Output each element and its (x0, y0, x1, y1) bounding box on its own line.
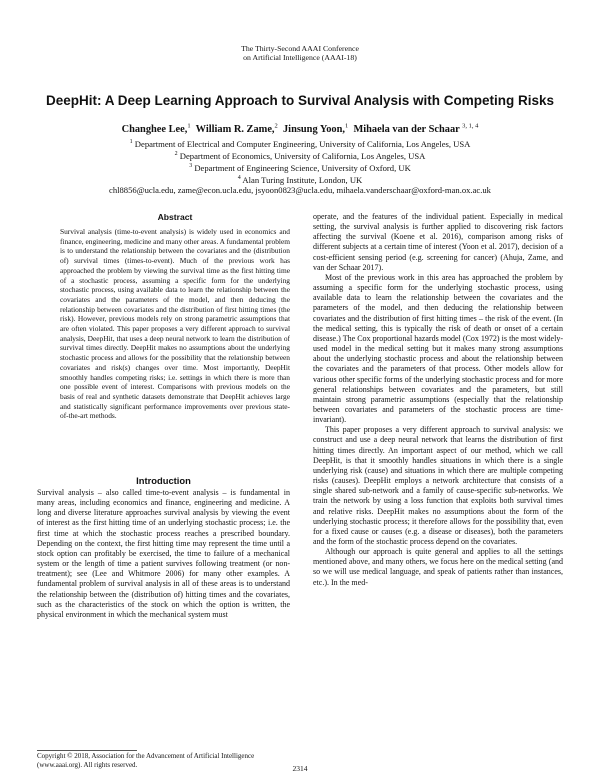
abstract (60, 212, 290, 421)
paragraph: This paper proposes a very different approach to survival analysis: we construct and use a deep neural network that learns the distribution of first hitting times directly. An important aspect of our method, which we call DeepHit, is that it smoothly handles situations in which there is a single underlying risk (cause) and situations in which there are multiple competing risks (causes). DeepHit employs a network architecture that consists of a single shared sub-network and a family of cause-specific sub-networks. We train the network by using a loss function that exploits both survival times and relative risks. DeepHit makes no assumptions about the form of the underlying stochastic process; it therefore allows for the possibility that, even for a fixed cause or causes (e.g. a disease or diseases), both the parameters and the form of the stochastic process depend on the covariates. (313, 425, 563, 546)
introduction-heading: Introduction (136, 475, 191, 486)
conference-header (0, 44, 600, 62)
author: Mihaela van der Schaar $^{3, 1, 4}$ (353, 123, 479, 136)
affiliations (0, 137, 600, 195)
paragraph: Survival analysis – also called time-to-event analysis – is fundamental in many areas, including economics and finance, engineering and medicine. A long and diverse literature approaches survival analysis by viewing the event of interest as the first hitting time of an underlying stochastic process; i.e. the first time at which the stochastic process reaches a prescribed boundary. Depending on the context, the first hitting time may represent the time until a stock option can profitably be exercised, the time to failure of a mechanical system or the length of time a patient survives following treatment (or non-treatment); see (Lee and Whitmore 2006) for many other examples. A fundamental problem of survival analysis in all of these areas is to understand the relationship between the (distribution of) hitting times and the covariates, such as the characteristics of the stock on which the option is written, the physical environment in which the mechanical system must (37, 488, 290, 619)
paragraph: operate, and the features of the individual patient. Especially in medical setting, the survival analysis is further applied to discovering risk factors affecting the survival (Koene et al. 2016), comparison among risks of different subjects at a certain time of interest (Yoon et al. 2017), decision of a cost-efficient sensing period (e.g. screening for cancer) (Ahuja, Zame, and van der Schaar 2017). (313, 212, 563, 272)
abstract-body: Survival analysis (time-to-event analysis) is widely used in economics and finance, engineering, medicine and many other areas. A fundamental problem is to understand the relationship between the covariates and the (distribution of) survival times (times-to-event). Much of the previous work has approached the problem by viewing the survival time as the first hitting time of a stochastic process, assuming a specific form for the underlying stochastic process, using available data to learn the relationship between the covariates and the parameters of the model, and then deducing the relationship between covariates and the distribution of first hitting times (the risk). However, previous models rely on strong parametric assumptions that are often violated. This paper proposes a very different approach to survival analysis, DeepHit, that uses a deep neural network to learn the distribution of survival times directly. DeepHit makes no assumptions about the underlying stochastic process and allows for the possibility that the relationship between covariates and risk(s) changes over time. Most importantly, DeepHit smoothly handles competing risks; i.e. settings in which there is more than one possible event of interest. Comparisons with previous models on the basis of real and synthetic datasets demonstrate that DeepHit achieves large and statistically significant performance improvements over previous state-of-the-art methods. (60, 227, 290, 421)
affiliation: $^4$ Alan Turing Institute, London, UK (237, 175, 363, 186)
footnote-divider (37, 750, 137, 751)
affiliation: $^1$ Department of Electrical and Computer Engineering, University of California, Los Angeles, USA (129, 138, 471, 149)
paragraph: Most of the previous work in this area has approached the problem by assuming a specific form for the underlying stochastic process, using available data to learn the relationship between the covariates and the parameters of the model, and then deducing the relationship between covariates and the distribution of first hitting times – the risk of the event. (In the medical setting, this is typically the risk of death or onset of a certain disease.) The Cox proportional hazards model (Cox 1972) is the most widely-used model in the medical setting but it makes many strong assumptions about the underlying stochastic process and about the relationship between the covariates and the parameters of that process. Other models allow for various other specific forms of the underlying stochastic process and for more general relationships between covariates and the parameters, but still maintain strong parametric assumptions (especially that the relationship between covariates and parameters of the stochastic process are time-invariant). (313, 272, 563, 425)
paper-title: DeepHit: A Deep Learning Approach to Survival Analysis with Competing Risks (45, 93, 555, 108)
page-number: 2314 (292, 764, 308, 773)
copyright-notice: Copyright © 2018, Association for the Advancement of Artificial Intelligence (www.aaai.org). All rights reserved. (37, 752, 255, 769)
paragraph: Although our approach is quite general and applies to all the settings mentioned above, and many others, we focus here on the medical setting (and so we will use medical language, and speak of patients rather than instances, etc.). In the med- (313, 547, 563, 587)
abstract-heading: Abstract (157, 212, 193, 222)
author: Changhee Lee,$^1$ (121, 123, 191, 136)
author: William R. Zame,$^2$ (195, 123, 278, 136)
affiliation: $^3$ Department of Engineering Science, University of Oxford, UK (189, 162, 411, 173)
affiliation: $^2$ Department of Economics, University of California, Los Angeles, USA (174, 150, 426, 161)
conference-line-2: on Artificial Intelligence (AAAI-18) (243, 53, 357, 62)
author-emails: chl8856@ucla.edu, zame@econ.ucla.edu, jsyoon0823@ucla.edu, mihaela.vanderschaar@oxford-man.ox.ac.uk (109, 185, 491, 196)
right-column (313, 212, 563, 588)
conference-line-1: The Thirty-Second AAAI Conference (241, 44, 359, 53)
author-list (0, 123, 600, 135)
author: Jinsung Yoon,$^1$ (282, 123, 349, 136)
introduction-section (37, 475, 290, 620)
